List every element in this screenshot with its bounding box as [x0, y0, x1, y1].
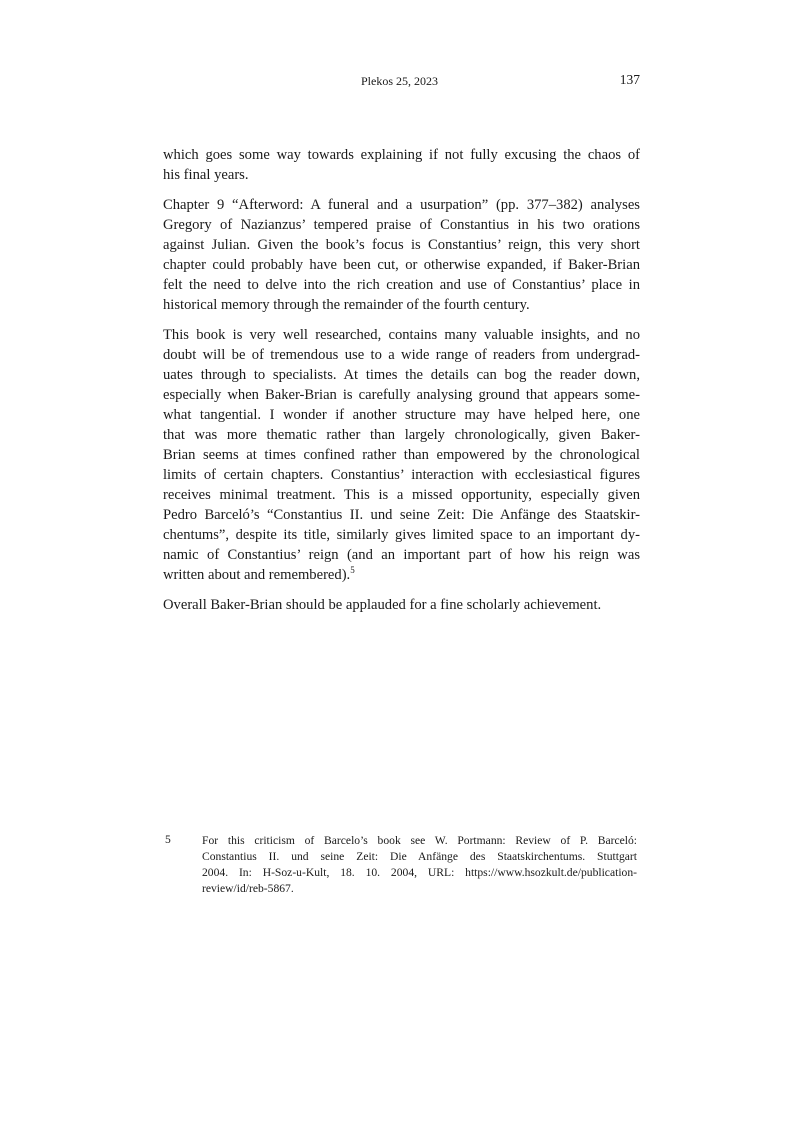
text-line — [163, 345, 640, 365]
text-line — [202, 849, 637, 865]
text-line — [163, 295, 640, 315]
line-text: what tangential. I wonder if another structure may have helped here, one — [163, 407, 640, 423]
text-line — [163, 235, 640, 255]
text-line — [163, 165, 640, 185]
text-line — [202, 881, 637, 897]
footnote-number: 5 — [165, 833, 171, 846]
text-line — [163, 195, 640, 215]
line-text: which goes some way towards explaining if not fully excusing the chaos of — [163, 147, 640, 163]
paragraph — [163, 145, 640, 185]
footnote-reference[interactable]: 5 — [350, 565, 355, 575]
line-text: doubt will be of tremendous use to a wide range of readers from undergrad- — [163, 347, 640, 363]
line-text: For this criticism of Barcelo’s book see W. Portmann: Review of P. Barceló: — [202, 834, 637, 847]
line-text: Brian seems at times confined rather than empowered by the chronological — [163, 447, 640, 463]
text-line — [163, 525, 640, 545]
line-text: his final years. — [163, 167, 249, 183]
line-text: Gregory of Nazianzus’ tempered praise of Constantius in his two orations — [163, 217, 640, 233]
line-text: limits of certain chapters. Constantius’ interaction with ecclesiastical figures — [163, 467, 640, 483]
text-line — [163, 405, 640, 425]
text-line — [163, 215, 640, 235]
paragraph — [163, 195, 640, 315]
text-line — [163, 385, 640, 405]
line-text: This book is very well researched, contains many valuable insights, and no — [163, 327, 640, 343]
line-text: Pedro Barceló’s “Constantius II. und seine Zeit: Die Anfänge des Staatskir- — [163, 507, 640, 523]
line-text: felt the need to delve into the rich creation and use of Constantius’ place in — [163, 277, 640, 293]
text-line — [163, 365, 640, 385]
line-text: that was more thematic rather than largely chronologically, given Baker- — [163, 427, 640, 443]
line-text: 2004. In: H-Soz-u-Kult, 18. 10. 2004, URL: https://www.hsozkult.de/publication- — [202, 866, 637, 879]
line-text: historical memory through the remainder of the fourth century. — [163, 297, 530, 313]
text-line — [163, 145, 640, 165]
running-header-journal: Plekos 25, 2023 — [360, 74, 438, 88]
line-text: Chapter 9 “Afterword: A funeral and a usurpation” (pp. 377–382) analyses — [163, 197, 640, 213]
line-text: chentums”, despite its title, similarly gives limited space to an important dy- — [163, 527, 640, 543]
line-text: Constantius II. und seine Zeit: Die Anfänge des Staatskirchentums. Stuttgart — [202, 850, 637, 863]
body-text — [163, 145, 640, 625]
text-line — [163, 445, 640, 465]
line-text: especially when Baker-Brian is carefully analysing ground that appears some- — [163, 387, 640, 403]
paragraph — [163, 325, 640, 585]
text-line — [163, 275, 640, 295]
line-text: chapter could probably have been cut, or otherwise expanded, if Baker-Brian — [163, 257, 640, 273]
line-text: namic of Constantius’ reign (and an important part of how his reign was — [163, 547, 640, 563]
line-text: review/id/reb-5867. — [202, 882, 294, 895]
text-line — [163, 505, 640, 525]
page-number: 137 — [619, 72, 640, 87]
text-line — [163, 485, 640, 505]
footnote-text — [202, 833, 637, 897]
text-line — [163, 465, 640, 485]
line-text: receives minimal treatment. This is a missed opportunity, especially given — [163, 487, 640, 503]
text-line — [202, 865, 637, 881]
text-line — [163, 545, 640, 565]
line-text: Overall Baker-Brian should be applauded for a fine scholarly achievement. — [163, 597, 602, 613]
line-text: against Julian. Given the book’s focus is Constantius’ reign, this very short — [163, 237, 640, 253]
line-text: written about and remembered). — [163, 567, 351, 583]
line-text: uates through to specialists. At times the details can bog the reader down, — [163, 367, 640, 383]
text-line — [163, 595, 640, 615]
paragraph — [163, 595, 640, 615]
text-line — [163, 325, 640, 345]
text-line — [163, 255, 640, 275]
text-line — [202, 833, 637, 849]
text-line — [163, 565, 640, 585]
text-line — [163, 425, 640, 445]
